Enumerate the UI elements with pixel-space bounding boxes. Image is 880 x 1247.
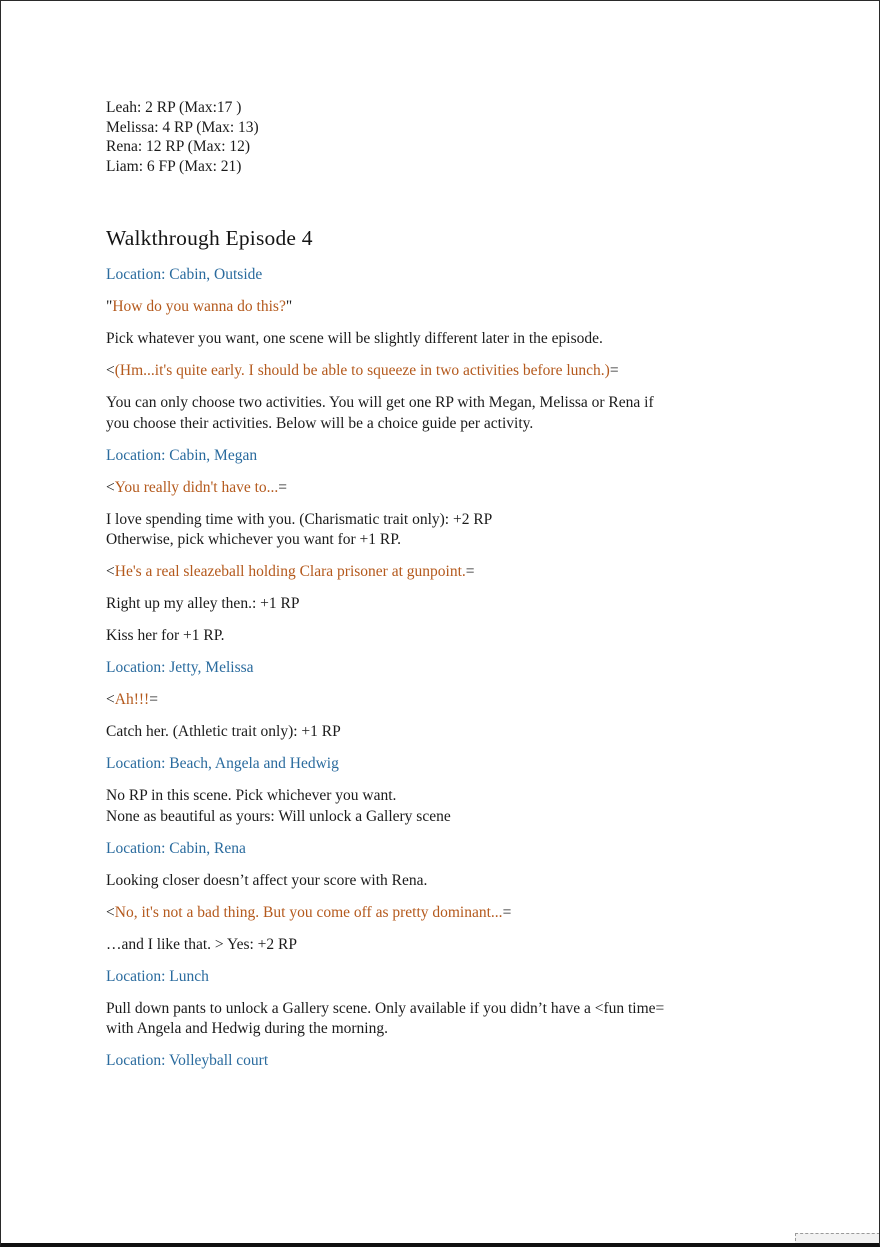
dialog-delimiter: ": [285, 298, 293, 315]
body-paragraph: Pull down pants to unlock a Gallery scene. Only available if you didn’t have a <fun time= with Angela and Hedwig during the morning.: [106, 999, 665, 1037]
stat-line: Liam: 6 FP (Max: 21): [106, 157, 242, 175]
dialog-text: He's a real sleazeball holding Clara prisoner at gunpoint.: [114, 563, 466, 580]
body-paragraph: Kiss her for +1 RP.: [106, 627, 225, 644]
dialog-delimiter: =: [465, 563, 475, 580]
dialog-line: [106, 297, 671, 318]
dialog-line: [106, 361, 671, 382]
stat-line: Rena: 12 RP (Max: 12): [106, 138, 251, 155]
body-paragraph: Catch her. (Athletic trait only): +1 RP: [106, 723, 341, 740]
body-paragraph: You can only choose two activities. You will get one RP with Megan, Melissa or Rena if you choose their activities. Below will be a choice guide per activity.: [106, 394, 654, 432]
body-paragraph: No RP in this scene. Pick whichever you want. None as beautiful as yours: Will unlock a Gallery scene: [106, 787, 451, 825]
location-line: Location: Cabin, Rena: [106, 839, 246, 857]
location-line: Location: Jetty, Melissa: [106, 659, 254, 676]
dialog-line: [106, 562, 671, 583]
location-line: Location: Cabin, Outside: [106, 266, 263, 283]
dialog-line: [106, 903, 671, 924]
body-paragraph: Pick whatever you want, one scene will be slightly different later in the episode.: [106, 330, 603, 347]
body-paragraph: Right up my alley then.: +1 RP: [106, 595, 300, 612]
body-paragraph: I love spending time with you. (Charismatic trait only): +2 RP Otherwise, pick whichever you want for +1 RP.: [106, 510, 493, 548]
dialog-delimiter: <: [106, 478, 115, 496]
dialog-delimiter: =: [278, 478, 288, 496]
dialog-delimiter: <: [106, 563, 115, 580]
page-title: Walkthrough Episode 4: [106, 226, 313, 250]
dialog-delimiter: <: [106, 691, 115, 708]
dialog-text: How do you wanna do this?: [112, 298, 286, 315]
document-body: [106, 265, 671, 1072]
page-indicator-fragment: [795, 1233, 880, 1246]
stat-line: Leah: 2 RP (Max:17 ): [106, 99, 242, 116]
dialog-text: No, it's not a bad thing. But you come off as pretty dominant...: [114, 903, 503, 921]
location-line: Location: Volleyball court: [106, 1052, 269, 1069]
location-line: Location: Beach, Angela and Hedwig: [106, 755, 339, 772]
location-line: Location: Cabin, Megan: [106, 446, 258, 464]
dialog-delimiter: =: [149, 691, 158, 708]
dialog-line: [106, 690, 671, 711]
dialog-line: [106, 478, 671, 499]
dialog-text: Ah!!!: [114, 691, 150, 708]
dialog-delimiter: <: [106, 903, 115, 921]
stat-line: Melissa: 4 RP (Max: 13): [106, 118, 259, 136]
document-content: [1, 1, 776, 1072]
dialog-delimiter: =: [609, 362, 619, 379]
dialog-text: (Hm...it's quite early. I should be able to squeeze in two activities before lunch.): [114, 362, 610, 379]
dialog-text: You really didn't have to...: [114, 478, 279, 496]
stats-block: [106, 98, 671, 176]
body-paragraph: Looking closer doesn’t affect your score with Rena.: [106, 871, 428, 889]
dialog-delimiter: =: [502, 903, 512, 921]
body-paragraph: …and I like that. > Yes: +2 RP: [106, 935, 298, 953]
dialog-delimiter: ": [106, 298, 113, 315]
dialog-delimiter: <: [106, 362, 115, 379]
location-line: Location: Lunch: [106, 967, 209, 985]
